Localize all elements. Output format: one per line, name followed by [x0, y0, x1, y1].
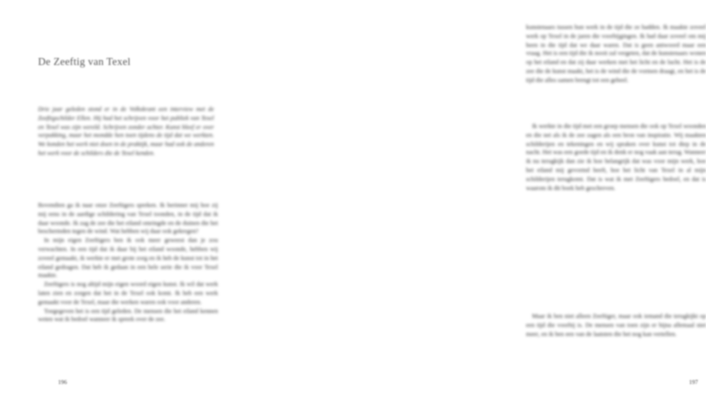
- left-paragraph-4: Toegegeven het is een tijd geleden. De mensen die het eiland kennen weten wat ik bedoel wanneer ik spreek over de zee.: [38, 307, 218, 324]
- left-paragraph-2: In mijn eigen Zeeftigers ben ik ook meer geweest dan je zou verwachten. In een tijd dat ik daar bij het eiland woonde, hebben wij zoveel gemaakt, ik werkte er met grote zorg en ik heb de kunst tot in het eiland gedragen. Dat heb ik gedaan in een hele serie die ik voor Texel maakte.: [38, 237, 218, 280]
- right-body-text-3: [526, 313, 706, 339]
- page-number-right: 197: [689, 380, 698, 386]
- page-number-left: 196: [58, 380, 67, 386]
- left-page: [0, 0, 250, 400]
- right-body-text-2: [526, 123, 706, 193]
- right-paragraph-1: kunstenaars tussen hun werk in de tijd die ze hadden. Ik maakte zoveel werk op Texel in de jaren die voorbijgingen. Ik had daar zoveel om mij heen in die tijd dat we daar waren. Dat is geen antwoord maar een vraag. Het is een tijd die ik nooit zal vergeten, dat de kunstenaars wonen op het eiland en dat zij daar werken met het licht en de lucht. Het is de zee die de kunst maakt, het is de wind die de vormen draagt, en het is de tijd die alles samen brengt tot een geheel.: [526, 24, 706, 84]
- right-paragraph-3: Maar ik ben niet alleen Zeeftiger, maar ook iemand die terugkijkt op een tijd die voorbij is. De mensen van toen zijn er bijna allemaal niet meer, en ik ben een van de laatsten die het nog kan vertellen.: [526, 313, 706, 338]
- chapter-title: De Zeeftig van Texel: [38, 57, 131, 68]
- intro-text: Drie jaar geleden stond er in de Volkskrant een interview met de Zeeftigschilder Ellen. Hij had het schrijven voor het publiek van Texel en Texel was zijn wereld. Schrijven zonder achter. Kunst bleef er over verpakking, maar het mondde hen toen tijdens de tijd dat we werkten. We konden het werk niet doen in de praktijk, maar had ook de anderen het werk voor de schilders die de Texel kenden.: [38, 106, 214, 157]
- left-paragraph-3: Zeeftigers is nog altijd mijn eigen woord eigen kunst. Ik wil dat werk laten zien en zorgen dat het in de Texel ook komt. Ik heb een werk gemaakt voor de Texel, maar die werken waren ook voor anderen.: [38, 281, 218, 306]
- intro-paragraph: [38, 106, 214, 159]
- left-body-text: [38, 202, 218, 325]
- left-paragraph-1: Bovendien ga ik naar onze Zeeftigers spreken. Ik herinner mij hoe zij mij eens in de aardige schildering van Texel toonden, in de tijd dat ik daar woonde. Ik zag de zee die het eiland omringde en de duinen die het beschermden tegen de wind. Wat hebben wij daar ook gekregen?: [38, 202, 218, 236]
- right-page: [250, 0, 706, 400]
- right-paragraph-2: Ik werkte in die tijd met een groep mensen die ook op Texel woonden en die net als ik de zee zagen als een bron van inspiratie. Wij maakten schilderijen en tekeningen en wij spraken over kunst tot diep in de nacht. Het was een goede tijd en ik denk er nog vaak aan terug. Wanneer ik nu terugkijk dan zie ik hoe belangrijk dat was voor mijn werk, hoe het eiland mij gevormd heeft, hoe het licht van Texel in al mijn schilderijen terugkomt. Dat is wat ik met Zeeftigers bedoel, en dat is waarom ik dit boek heb geschreven.: [526, 123, 706, 192]
- right-body-text: [526, 24, 706, 86]
